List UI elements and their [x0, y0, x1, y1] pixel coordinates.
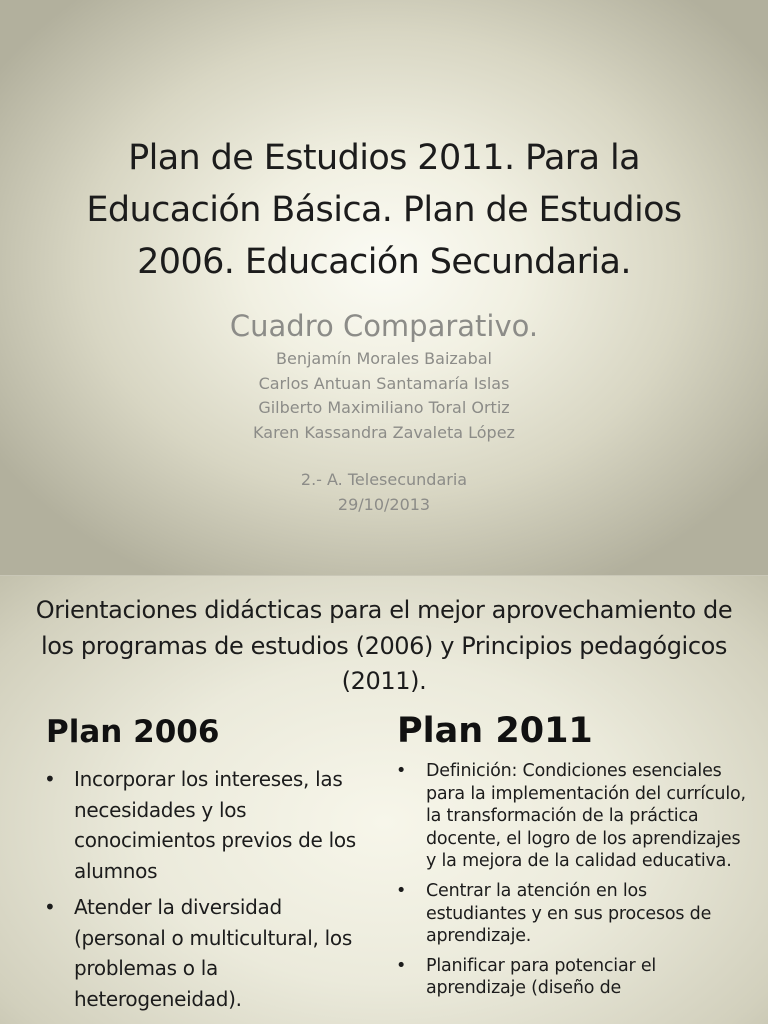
comparison-heading: Orientaciones didácticas para el mejor aprovechamiento de los programas de estudios (2006) y Principios pedagógicos (2011). [35, 596, 733, 695]
list-item [396, 760, 746, 873]
slide-title: Plan de Estudios 2011. Para la Educación Básica. Plan de Estudios 2006. Educación Secundaria. [86, 138, 682, 282]
list-item-text: Atender la diversidad (personal o multicultural, los problemas o la heterogeneidad). [74, 895, 352, 1011]
bullet-icon: • [396, 761, 407, 781]
plan-2011-list [396, 760, 746, 1007]
slide-subtitle: Cuadro Comparativo. [229, 309, 539, 343]
author-list [40, 347, 728, 445]
plan-2006-list [44, 764, 374, 1020]
author-name: Carlos Antuan Santamaría Islas [258, 373, 510, 393]
list-item-text: Incorporar los intereses, las necesidades y los conocimientos previos de los alumnos [74, 767, 356, 883]
bullet-icon: • [44, 895, 56, 919]
author-name: Karen Kassandra Zavaleta López [253, 422, 515, 442]
bullet-icon: • [44, 767, 56, 791]
list-item-text: Centrar la atención en los estudiantes y en sus procesos de aprendizaje. [426, 880, 712, 947]
date-label: 29/10/2013 [337, 494, 431, 514]
author-name: Benjamín Morales Baizabal [276, 349, 492, 368]
plan-2011-heading: Plan 2011 [397, 711, 593, 751]
bullet-icon: • [396, 880, 407, 901]
bullet-icon: • [396, 955, 407, 976]
list-item [396, 880, 746, 948]
author-name: Gilberto Maximiliano Toral Ortiz [258, 398, 510, 417]
group-label: 2.- A. Telesecundaria [300, 470, 468, 489]
list-item-text: Planificar para potenciar el aprendizaje (diseño de [426, 955, 657, 999]
list-item [396, 955, 746, 1000]
slide-meta [40, 468, 728, 517]
plan-2006-heading: Plan 2006 [46, 714, 220, 750]
list-item [44, 892, 374, 1014]
list-item [44, 764, 374, 886]
list-item-text: Definición: Condiciones esenciales para la implementación del currículo, la transformación de la práctica docente, el logro de los aprendizajes y la mejora de la calidad educativa. [426, 761, 746, 872]
